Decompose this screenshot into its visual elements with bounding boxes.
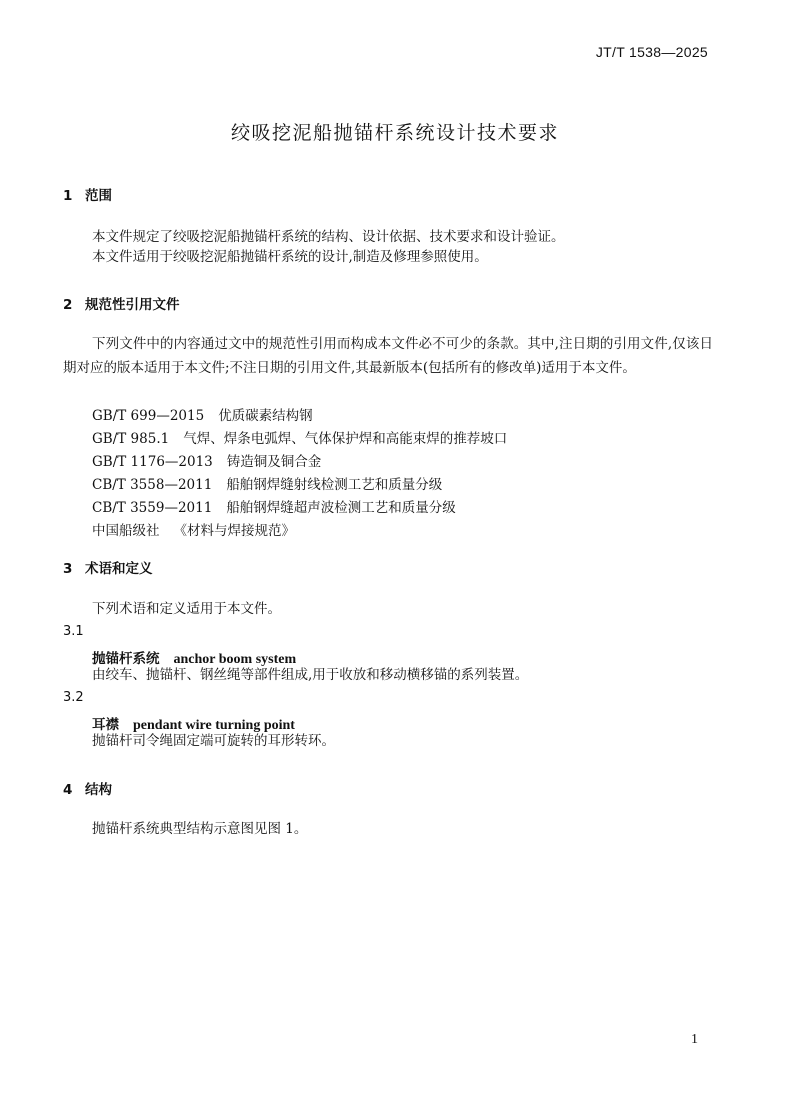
reference-item: [92, 519, 295, 539]
document-title: 绞吸挖泥船抛锚杆系统设计技术要求: [230, 122, 559, 144]
reference-title: 船舶钢焊缝超声波检测工艺和质量分级: [226, 500, 456, 516]
section-heading-scope: [63, 184, 112, 204]
section-number: 4: [63, 782, 73, 798]
document-code: JT/T 1538—2025: [595, 44, 708, 60]
normative-intro-paragraph: 下列文件中的内容通过文中的规范性引用而构成本文件必不可少的条款。其中,注日期的引用文件,仅该日期对应的版本适用于本文件;不注日期的引用文件,其最新版本(包括所有的修改单)适用于本文件。: [63, 336, 713, 376]
term-definition: 由绞车、抛锚杆、钢丝绳等部件组成,用于收放和移动横移锚的系列装置。: [92, 667, 529, 683]
reference-code: GB/T 1176—2013: [92, 454, 213, 470]
reference-item: [92, 473, 442, 493]
reference-title: 铸造铜及铜合金: [226, 454, 322, 470]
section-title: 范围: [85, 188, 112, 204]
section-number: 1: [63, 188, 73, 204]
scope-paragraph-2: 本文件适用于绞吸挖泥船抛锚杆系统的设计,制造及修理参照使用。: [92, 249, 488, 265]
section-heading-normative-references: [63, 293, 180, 313]
reference-code: GB/T 699—2015: [92, 408, 205, 424]
reference-code: CB/T 3559—2011: [92, 500, 213, 516]
section-title: 术语和定义: [85, 561, 153, 577]
reference-item: [92, 427, 507, 447]
section-number: 2: [63, 297, 73, 313]
section-heading-terms: [63, 557, 153, 577]
reference-code: CB/T 3558—2011: [92, 477, 213, 493]
reference-code: 中国船级社: [92, 523, 160, 539]
term-definition: 抛锚杆司令绳固定端可旋转的耳形转环。: [92, 733, 335, 749]
scope-paragraph-1: 本文件规定了绞吸挖泥船抛锚杆系统的结构、设计依据、技术要求和设计验证。: [92, 229, 565, 245]
term-chinese: 耳襟: [92, 717, 119, 733]
reference-item: [92, 450, 321, 470]
reference-item: [92, 496, 456, 516]
section-title: 结构: [85, 782, 112, 798]
reference-title: 船舶钢焊缝射线检测工艺和质量分级: [226, 477, 443, 493]
section-heading-structure: [63, 778, 112, 798]
page-number: 1: [691, 1032, 698, 1047]
reference-title: 气焊、焊条电弧焊、气体保护焊和高能束焊的推荐坡口: [183, 431, 508, 447]
structure-paragraph: 抛锚杆系统典型结构示意图见图 1。: [92, 821, 308, 837]
reference-code: GB/T 985.1: [92, 431, 170, 447]
reference-title: 《材料与焊接规范》: [173, 523, 295, 539]
term-number: 3.2: [63, 690, 84, 705]
reference-item: [92, 404, 313, 424]
term-chinese: 抛锚杆系统: [92, 651, 160, 667]
reference-title: 优质碳素结构钢: [218, 408, 313, 424]
terms-intro-paragraph: 下列术语和定义适用于本文件。: [92, 601, 281, 617]
term-number: 3.1: [63, 624, 84, 639]
section-number: 3: [63, 561, 73, 577]
term-english: anchor boom system: [173, 652, 297, 667]
section-title: 规范性引用文件: [85, 297, 180, 313]
term-english: pendant wire turning point: [133, 718, 295, 733]
